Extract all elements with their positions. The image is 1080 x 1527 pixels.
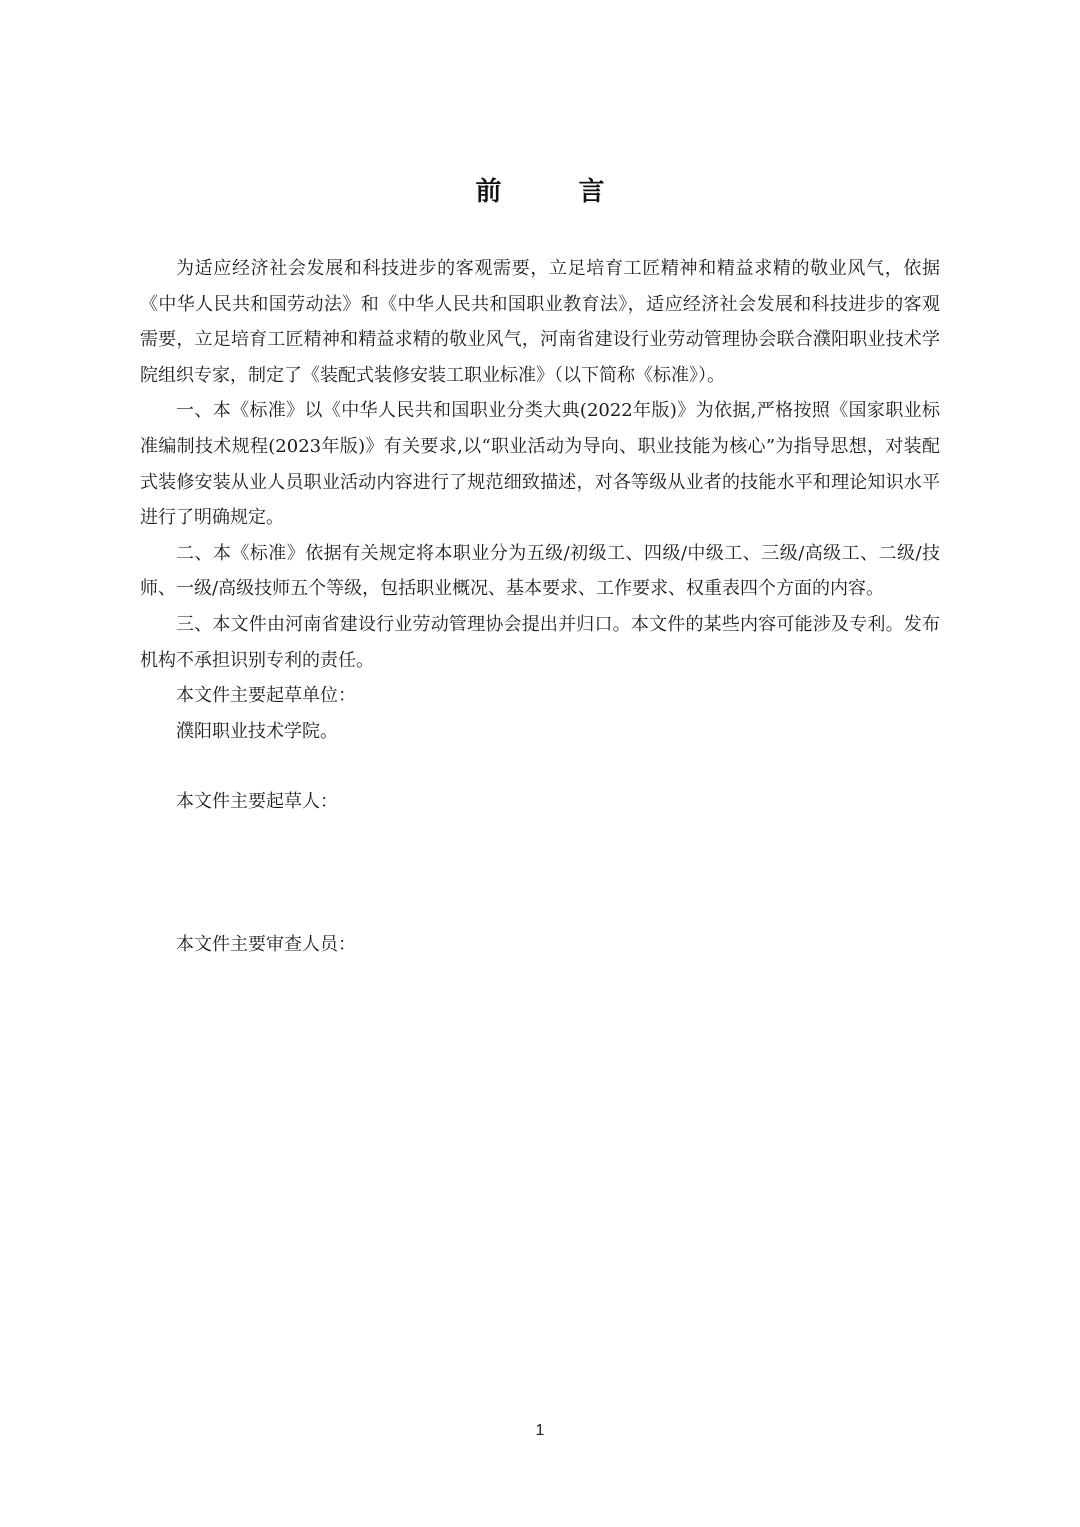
paragraph-patent: 三、本文件由河南省建设行业劳动管理协会提出并归口。本文件的某些内容可能涉及专利。发布机构不承担识别专利的责任。 xyxy=(140,613,940,671)
page-title: 前 言 xyxy=(475,177,639,207)
document-body xyxy=(140,251,940,963)
paragraph-basis: 一、本《标准》以《中华人民共和国职业分类大典(2022年版)》为依据,严格按照《国家职业标准编制技术规程(2023年版)》有关要求,以“职业活动为导向、职业技能为核心”为指导思想，对装配式装修安装从业人员职业活动内容进行了规范细致描述，对各等级从业者的技能水平和理论知识水平进行了明确规定。 xyxy=(140,400,940,529)
paragraph-levels: 二、本《标准》依据有关规定将本职业分为五级/初级工、四级/中级工、三级/高级工、二级/技师、一级/高级技师五个等级，包括职业概况、基本要求、工作要求、权重表四个方面的内容。 xyxy=(140,542,940,600)
intro-paragraph: 为适应经济社会发展和科技进步的客观需要，立足培育工匠精神和精益求精的敬业风气，依据《中华人民共和国劳动法》和《中华人民共和国职业教育法》，适应经济社会发展和科技进步的客观需要，立足培育工匠精神和精益求精的敬业风气，河南省建设行业劳动管理协会联合濮阳职业技术学院组织专家，制定了《装配式装修安装工职业标准》（以下简称《标准》）。 xyxy=(140,258,940,386)
drafting-unit-label: 本文件主要起草单位： xyxy=(176,685,356,707)
drafting-unit-value: 濮阳职业技术学院。 xyxy=(176,720,338,742)
reviewers-label: 本文件主要审查人员： xyxy=(176,933,356,955)
drafters-label: 本文件主要起草人： xyxy=(176,791,338,813)
spacer xyxy=(140,820,940,927)
spacer xyxy=(140,749,940,784)
page-number: 1 xyxy=(535,1422,545,1439)
